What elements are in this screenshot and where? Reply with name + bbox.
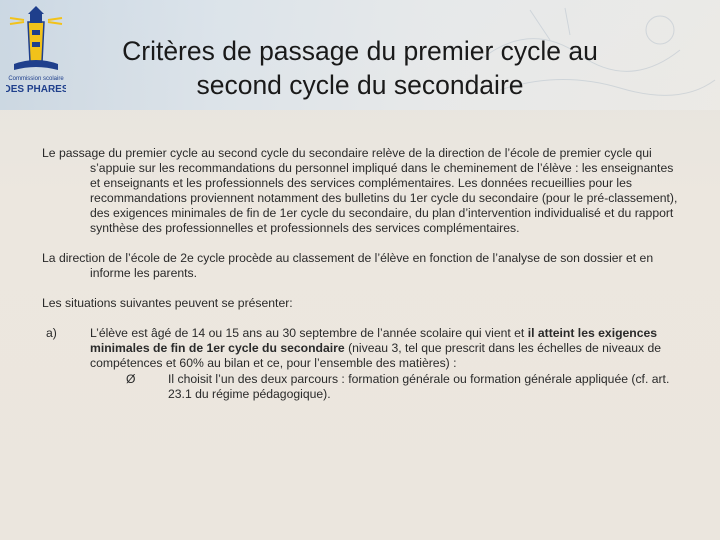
paragraph-2: La direction de l’école de 2e cycle procède au classement de l’élève en fonction de l’analyse de son dossier et en informe les parents. — [42, 251, 654, 280]
item-a-text-before: L’élève est âgé de 14 ou 15 ans au 30 septembre de l’année scolaire qui vient et — [90, 326, 528, 340]
page-title — [70, 34, 650, 102]
paragraph-3: Les situations suivantes peuvent se présenter: — [42, 296, 293, 310]
item-a-bold: il atteint les exigences minimales de fin de 1er cycle du secondaire — [90, 326, 658, 355]
item-a-sub — [90, 372, 678, 402]
content-body — [42, 146, 678, 402]
logo-line1: Commission scolaire — [8, 76, 64, 82]
lighthouse-logo-icon — [6, 2, 66, 98]
arrow-bullet-icon: Ø — [126, 372, 136, 386]
title-line1: Critères de passage du premier cycle au — [122, 36, 598, 66]
item-a-label: a) — [46, 326, 57, 340]
title-line2: second cycle du secondaire — [196, 70, 524, 100]
item-a-text — [90, 326, 678, 371]
item-a-text-after: (niveau 3, tel que prescrit dans les échelles de niveaux de compétences et 60% au bilan et ce, pour l’ensemble des matières) : — [90, 341, 662, 370]
logo — [6, 2, 66, 98]
list-item-a — [42, 326, 678, 402]
paragraph-1: Le passage du premier cycle au second cycle du secondaire relève de la direction de l’école de premier cycle qui s’appuie sur les recommandations du personnel impliqué dans le cheminement de l’élève : les enseignantes et enseignants et les professionnels des services complémentaires. Les données recueillies pour les recommandations proviennent notamment des bulletins du 1er cycle du secondaire (pour le pré-classement), des exigences minimales de fin de 1er cycle du secondaire, du plan d’intervention individualisé et du rapport synthèse des professionnelles et professionnels des services complémentaires. — [42, 146, 678, 235]
item-a-sub-text: Il choisit l’un des deux parcours : formation générale ou formation générale appliquée (cf. art. 23.1 du régime pédagogique). — [168, 372, 670, 401]
logo-line2: DES PHARES — [6, 84, 66, 95]
